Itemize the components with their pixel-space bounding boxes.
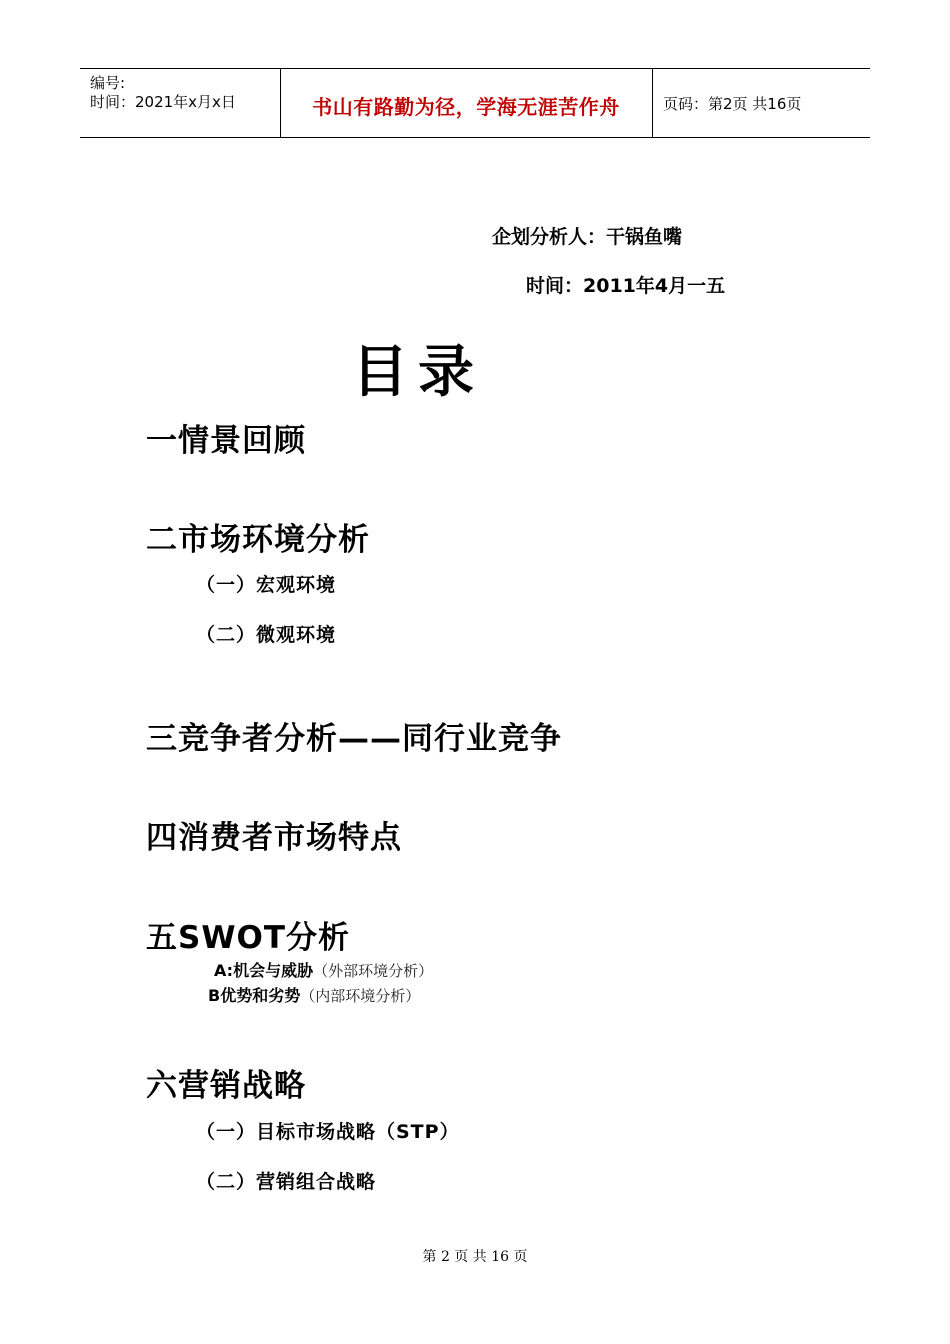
header-motto-cell [280, 69, 653, 137]
header-page-cell [653, 69, 870, 137]
page-label: 页码：第2页 共16页 [663, 95, 802, 113]
toc-section: 三竞争者分析——同行业竞争 [146, 721, 562, 757]
swot-subitem-label: A:机会与威胁 [214, 961, 314, 980]
swot-subitem-label: B优势和劣势 [208, 986, 301, 1005]
toc-subsection: （二）微观环境 [196, 624, 337, 646]
toc-title: 目录 [352, 340, 484, 405]
page-footer: 第 2 页 共 16 页 [422, 1249, 528, 1265]
toc-subsection: （二）营销组合战略 [196, 1171, 377, 1193]
toc-subsection: （一）宏观环境 [196, 574, 337, 596]
planner-line: 企划分析人：干锅鱼嘴 [492, 226, 683, 248]
toc-subsection: （一）目标市场战略（STP） [196, 1121, 460, 1143]
toc-section: 六营销战略 [146, 1068, 306, 1104]
toc-section: 二市场环境分析 [146, 522, 370, 558]
toc-section: 一情景回顾 [146, 423, 306, 459]
header-info-cell [80, 69, 281, 137]
date-line: 时间：2011年4月一五 [526, 275, 726, 297]
swot-subitem-note: （内部环境分析） [300, 987, 421, 1005]
toc-section: 四消费者市场特点 [146, 820, 402, 856]
swot-subitem-note: （外部环境分析） [313, 962, 434, 980]
motto: 书山有路勤为径，学海无涯苦作舟 [312, 95, 620, 119]
swot-subitem [214, 958, 433, 981]
toc-section: 五SWOT分析 [146, 920, 351, 956]
time-label: 时间：2021年x月x日 [90, 93, 236, 111]
swot-subitem [208, 983, 420, 1006]
number-label: 编号: [90, 74, 126, 92]
page-header [80, 68, 870, 138]
